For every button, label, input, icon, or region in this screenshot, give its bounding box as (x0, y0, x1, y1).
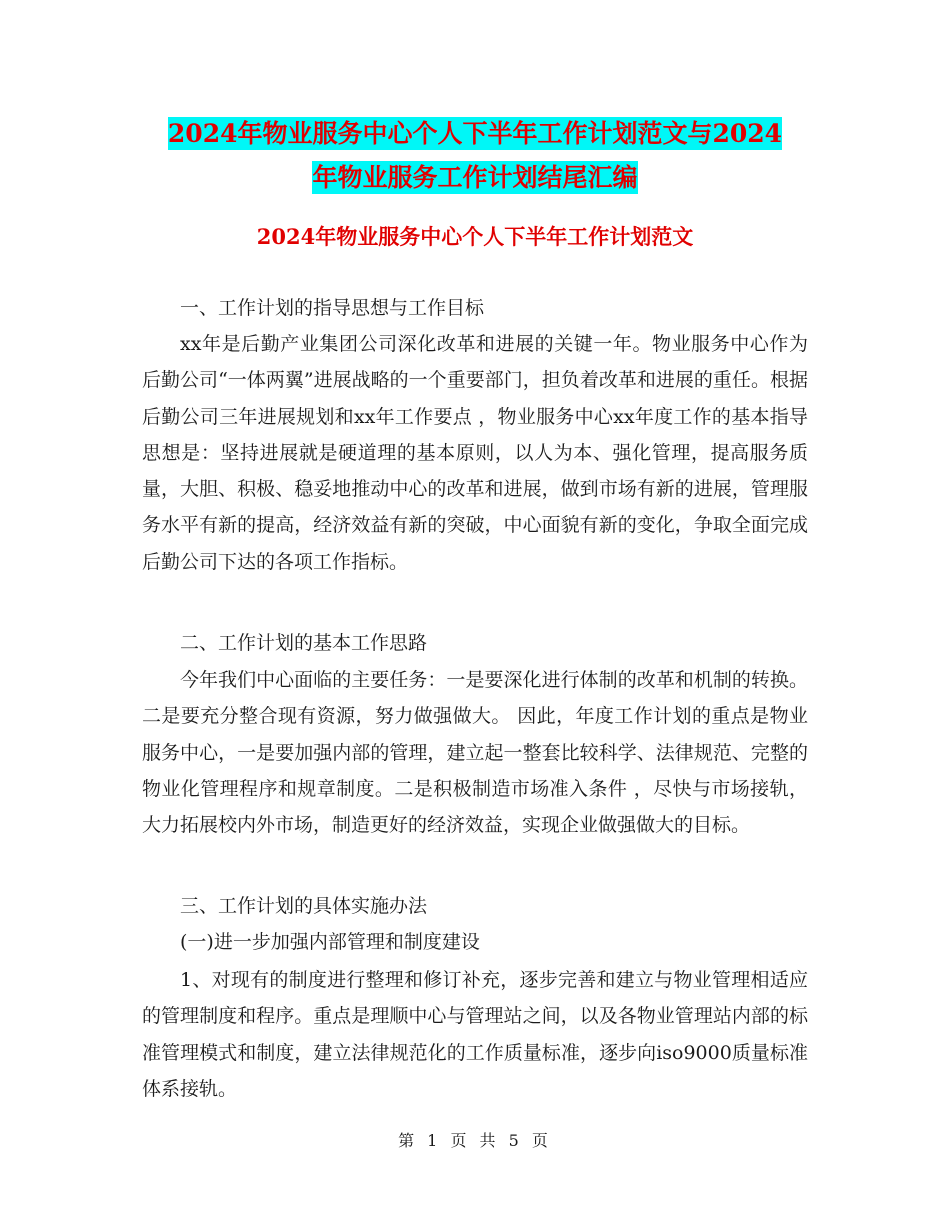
document-title (142, 112, 808, 200)
heading-implementation: 三、工作计划的具体实施办法 (180, 895, 428, 917)
subheading-internal-management: (一)进一步加强内部管理和制度建设 (180, 931, 480, 953)
heading-guiding-thought: 一、工作计划的指导思想与工作目标 (180, 297, 485, 319)
page-footer: 第 1 页 共 5 页 (398, 1131, 552, 1150)
section-title: 2024年物业服务中心个人下半年工作计划范文 (256, 224, 694, 249)
paragraph-guiding-thought: xx年是后勤产业集团公司深化改革和进展的关键一年。物业服务中心作为后勤公司“一体两翼”进展战略的一个重要部门，担负着改革和进展的重任。根据后勤公司三年进展规划和xx年工作要点 ，物业服务中心xx年度工作的基本指导思想是：坚持进展就是硬道理的基本原则，以人为本、强化管理，提高服务质量，大胆、积极、稳妥地推动中心的改革和进展，做到市场有新的进展，管理服务水平有新的提高，经济效益有新的突破，中心面貌有新的变化，争取全面完成后勤公司下达的各项工作指标。 (142, 333, 808, 573)
paragraph-internal-management: 1、对现有的制度进行整理和修订补充，逐步完善和建立与物业管理相适应的管理制度和程序。重点是理顺中心与管理站之间，以及各物业管理站内部的标准管理模式和制度，建立法律规范化的工作质量标准，逐步向iso9000质量标准体系接轨。 (142, 969, 808, 1100)
heading-work-approach: 二、工作计划的基本工作思路 (180, 632, 428, 654)
title-line-2: 年物业服务工作计划结尾汇编 (312, 163, 638, 192)
paragraph-work-approach: 今年我们中心面临的主要任务：一是要深化进行体制的改革和机制的转换。二是要充分整合现有资源，努力做强做大。 因此，年度工作计划的重点是物业服务中心，一是要加强内部的管理，建立起一整套比较科学、法律规范、完整的物业化管理程序和规章制度。二是积极制造市场准入条件 ，尽快与市场接轨，大力拓展校内外市场，制造更好的经济效益，实现企业做强做大的目标。 (142, 669, 808, 837)
title-line-1: 2024年物业服务中心个人下半年工作计划范文与2024 (167, 119, 783, 148)
